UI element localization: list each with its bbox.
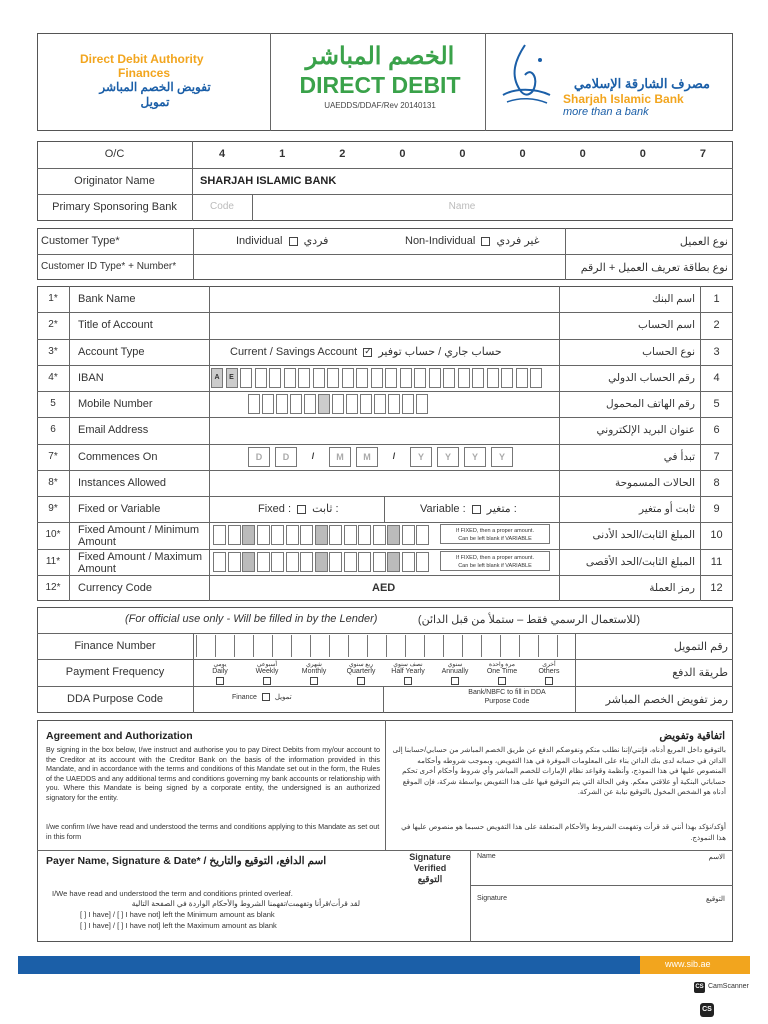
amount-cell[interactable]: [358, 552, 371, 572]
sponsor-code-field[interactable]: Code: [210, 201, 234, 212]
row-number: 12: [710, 581, 723, 594]
finance-cell-divider: [253, 635, 254, 657]
finance-cell-divider: [310, 635, 311, 657]
payment-frequency-ar: طريقة الدفع: [672, 667, 728, 679]
row-label-en: Account Type: [78, 345, 145, 358]
frequency-label-en: Weekly: [255, 668, 279, 675]
purpose-finance-option[interactable]: [232, 693, 292, 701]
row-number: 8: [713, 476, 720, 489]
finance-cell-divider: [234, 635, 235, 657]
payer-signature-en: Payer Name, Signature & Date* /: [46, 855, 207, 867]
amount-cell[interactable]: [213, 525, 226, 545]
payer-signature-ar: اسم الدافع، التوقيع والتاريخ: [209, 855, 327, 867]
iban-cell[interactable]: A: [211, 368, 223, 388]
fixed-label-ar: ثابت :: [312, 503, 339, 515]
mobile-cell[interactable]: [360, 394, 372, 414]
max-amount-note-line2: Can be left blank if VARIABLE: [458, 563, 532, 569]
amount-cell[interactable]: [329, 525, 342, 545]
row-label-en: Currency Code: [78, 581, 152, 594]
amount-cell[interactable]: [373, 525, 386, 545]
variable-label-ar: متغير :: [486, 503, 517, 515]
purpose-finance-en: Finance: [232, 694, 257, 701]
frequency-checkbox[interactable]: [216, 677, 224, 685]
signature-verified-line2: Verified: [413, 863, 447, 873]
frequency-checkbox[interactable]: [263, 677, 271, 685]
frequency-checkbox[interactable]: [545, 677, 553, 685]
agreement-body-en: By signing in the box below, I/we instruct and authorise you to pay Direct Debits from my/our account to the Creditor at its account with the Creditor Bank on the basis of the information provided in this Mandate, and in accordance with the terms and conditions of this Mandate set out in the form, the Rules of the UAEDDS and any additional terms and conditions governing my bank accounts or relationship with you. Where this Mandate is being signed by a corporate entity, the undersigned is an authorized signatory for the entity.: [46, 745, 381, 802]
iban-cell[interactable]: [313, 368, 325, 388]
iban-cell[interactable]: [298, 368, 310, 388]
finance-cell-divider: [291, 635, 292, 657]
individual-label: Individual: [236, 235, 283, 247]
date-cell[interactable]: D: [248, 447, 270, 467]
row-label-ar: تبدأ في: [663, 450, 695, 463]
row-label-en: Mobile Number: [78, 398, 153, 410]
customer-id-ar: نوع بطاقة تعريف العميل + الرقم: [580, 262, 728, 274]
sig-signature-label: Signature: [477, 895, 507, 902]
fixed-label: Fixed :: [258, 503, 292, 515]
oc-digit: 2: [339, 148, 346, 160]
frequency-label-ar: نصف سنوي: [393, 662, 423, 668]
nonindividual-checkbox[interactable]: [481, 237, 490, 246]
iban-cell[interactable]: [429, 368, 441, 388]
amount-cell[interactable]: [329, 552, 342, 572]
finance-cell-divider: [367, 635, 368, 657]
form-subtitle-ar: تمويل: [140, 95, 170, 109]
row-label-en: IBAN: [78, 371, 104, 384]
row-label-ar: رقم الهاتف المحمول: [606, 398, 695, 410]
max-amount-note-line1: If FIXED, then a proper amount.: [456, 555, 534, 561]
iban-cell[interactable]: [530, 368, 542, 388]
row-divider: [37, 496, 733, 497]
minimum-blank-line[interactable]: [ ] I have] / [ ] I have not] left the Minimum amount as blank: [80, 910, 275, 919]
amount-cell[interactable]: [373, 552, 386, 572]
agreement-confirm-ar: أؤكد/نؤكد بهذا أنني قد قرأت وتفهمت الشروط والأحكام المتعلقة على هذا التفويض حسبما هو منصوص عليها في هذا النموذج.: [401, 822, 726, 842]
mobile-cell[interactable]: [374, 394, 386, 414]
amount-cell[interactable]: [315, 552, 328, 572]
date-cell[interactable]: Y: [410, 447, 432, 467]
sponsor-name-field[interactable]: Name: [448, 201, 476, 212]
account-type-value: [230, 345, 502, 358]
nonindividual-label-ar: غير فردي: [496, 235, 540, 247]
iban-cell[interactable]: [371, 368, 383, 388]
payer-signature-label: [46, 855, 326, 867]
iban-cell[interactable]: [414, 368, 426, 388]
row-mark: 10*: [45, 529, 61, 541]
finance-cell-divider: [272, 635, 273, 657]
finance-cell-divider: [196, 635, 197, 657]
row-label-en: Title of Account: [78, 319, 153, 332]
row-label-ar: الحالات المسموحة: [614, 476, 695, 489]
variable-label: Variable :: [420, 503, 466, 515]
amount-cell[interactable]: [402, 552, 415, 572]
row-label-en: Fixed Amount / Minimum Amount: [78, 524, 200, 549]
camscanner-icon: [694, 982, 705, 993]
finance-cell-divider: [424, 635, 425, 657]
row-mark: 8*: [48, 476, 58, 488]
mobile-cell[interactable]: [346, 394, 358, 414]
individual-checkbox[interactable]: [289, 237, 298, 246]
nonindividual-label: Non-Individual: [405, 235, 476, 247]
oc-label: O/C: [104, 148, 125, 160]
date-cell[interactable]: D: [275, 447, 297, 467]
mobile-cell[interactable]: [304, 394, 316, 414]
finance-cell-divider: [538, 635, 539, 657]
finance-cell-divider: [462, 635, 463, 657]
frequency-label-en: Others: [538, 668, 560, 675]
finance-cell-divider: [443, 635, 444, 657]
mobile-cell[interactable]: [388, 394, 400, 414]
official-use-ar: (للاستعمال الرسمي فقط – ستملأ من قبل الدائن): [417, 614, 640, 626]
originator-name-label: Originator Name: [74, 175, 155, 187]
purpose-finance-ar: تمويل: [274, 694, 292, 701]
oc-digit: 4: [218, 148, 226, 160]
mobile-cell[interactable]: [402, 394, 414, 414]
row-number: 7: [713, 450, 720, 463]
row-mark: 6: [50, 424, 56, 436]
originator-name-value: SHARJAH ISLAMIC BANK: [200, 175, 337, 187]
frequency-label-en: Monthly: [301, 668, 327, 675]
finance-cell-divider: [557, 635, 558, 657]
sig-signature-ar: التوقيع: [706, 896, 725, 903]
date-separator: /: [392, 450, 396, 461]
finance-cell-divider: [215, 635, 216, 657]
finance-cell-divider: [405, 635, 406, 657]
row-label-ar: اسم البنك: [652, 293, 695, 305]
iban-cell[interactable]: [255, 368, 267, 388]
oc-digit: 0: [459, 148, 466, 160]
purpose-finance-checkbox[interactable]: [262, 693, 270, 701]
row-label-en: Fixed or Variable: [78, 503, 161, 515]
direct-debit-logo-ar: الخصم المباشر: [305, 43, 455, 70]
amount-cell[interactable]: [271, 552, 284, 572]
oc-digit: 0: [519, 148, 526, 160]
finance-cell-divider: [329, 635, 330, 657]
agreement-body-ar: بالتوقيع داخل المربع أدناه، فإنني/إننا نطلب منكم ونفوضكم الدفع عن طريق الخصم المباشر من حسابي/حسابنا إلى الدائن في حسابه لدى بنك الدائن بناء على المعلومات الموفرة في هذا التفويض، وبموجب شروطه وأحكامه المنصوص عليها في هذا النموذج، وأنظمة وقواعد نظام الإمارات للخصم المباشر وأي شروط وأحكام أخرى تحكم حساباتي البنكية أو علاقتي معكم. وفي الحالة التي يتم التوقيع فيها على هذا التفويض بواسطة شركة، فإن الموقع أدناه هو الشخص المخول بالتوقيع نيابة عن الشركة.: [392, 745, 726, 796]
individual-option[interactable]: [236, 234, 328, 247]
frequency-checkbox[interactable]: [357, 677, 365, 685]
read-understood-ar: لقد قرأت/قرأنا وتفهمت/تفهمنا الشروط والأحكام الواردة في الصفحة التالية: [131, 899, 360, 908]
sponsor-label: Primary Sponsoring Bank: [52, 201, 177, 213]
row-label-en: Instances Allowed: [78, 476, 167, 489]
row-number: 2: [713, 319, 720, 332]
purpose-note-line1: Bank/NBFC to fill in DDA: [468, 689, 546, 696]
purpose-code-label: DDA Purpose Code: [67, 693, 163, 705]
row-mark: 5: [50, 398, 56, 409]
customer-type-ar: نوع العميل: [679, 236, 728, 248]
signature-verified: [400, 852, 460, 885]
iban-cell[interactable]: E: [226, 368, 238, 388]
amount-cell[interactable]: [242, 525, 255, 545]
row-divider: [37, 339, 733, 340]
row-label-ar: رمز العملة: [649, 581, 695, 594]
amount-cell[interactable]: [213, 552, 226, 572]
amount-cell[interactable]: [286, 525, 299, 545]
iban-cell[interactable]: [516, 368, 528, 388]
camscanner-label: CamScanner: [708, 983, 749, 990]
agreement-title-ar: اتفاقية وتفويض: [659, 730, 725, 742]
camscanner-icon-text: CS: [695, 984, 704, 990]
min-amount-note-line2: Can be left blank if VARIABLE: [458, 536, 532, 542]
row-number: 1: [713, 293, 720, 305]
variable-checkbox[interactable]: [472, 505, 481, 514]
date-cell[interactable]: M: [329, 447, 351, 467]
iban-cell[interactable]: [458, 368, 470, 388]
amount-cell[interactable]: [228, 525, 241, 545]
oc-digit: 0: [639, 148, 646, 160]
official-use-en: (For official use only - Will be filled in by the Lender): [125, 613, 378, 625]
row-label-en: Bank Name: [78, 293, 136, 305]
row-number: 4: [713, 371, 720, 384]
row-label-ar: المبلغ الثابت/الحد الأدنى: [592, 529, 695, 542]
date-cell[interactable]: Y: [437, 447, 459, 467]
iban-cell[interactable]: [385, 368, 397, 388]
date-cell[interactable]: M: [356, 447, 378, 467]
max-amount-note: [440, 551, 550, 571]
amount-cell[interactable]: [402, 525, 415, 545]
frequency-label-ar: يومي: [213, 662, 227, 668]
row-label-ar: المبلغ الثابت/الحد الأقصى: [585, 555, 695, 568]
iban-cell[interactable]: [501, 368, 513, 388]
row-divider: [37, 391, 733, 392]
amount-cell[interactable]: [257, 525, 270, 545]
frequency-label-ar: أسبوعي: [256, 662, 278, 668]
fixed-checkbox[interactable]: [297, 505, 306, 514]
row-mark: 1*: [48, 293, 58, 304]
mobile-cell[interactable]: [248, 394, 260, 414]
finance-number-label: Finance Number: [74, 640, 156, 652]
date-separator: /: [311, 450, 315, 461]
min-amount-note-line1: If FIXED, then a proper amount.: [456, 528, 534, 534]
individual-label-ar: فردي: [303, 235, 329, 247]
row-divider: [37, 549, 733, 550]
iban-cell[interactable]: [487, 368, 499, 388]
finance-cell-divider: [519, 635, 520, 657]
row-label-en: Commences On: [78, 450, 158, 463]
signature-verified-ar: التوقيع: [417, 874, 443, 884]
maximum-blank-line[interactable]: [ ] I have] / [ ] I have not] left the Maximum amount as blank: [80, 921, 277, 930]
row-mark: 2*: [48, 319, 58, 331]
row-label-ar: ثابت أو متغير: [639, 503, 695, 515]
amount-cell[interactable]: [271, 525, 284, 545]
frequency-label-en: Annually: [441, 668, 469, 675]
amount-cell[interactable]: [387, 552, 400, 572]
row-mark: 12*: [45, 581, 61, 593]
row-mark: 4*: [48, 371, 58, 383]
footer-url[interactable]: www.sib.ae: [665, 959, 711, 969]
account-type-en: Current / Savings Account: [230, 346, 358, 358]
date-cell[interactable]: Y: [464, 447, 486, 467]
nonindividual-option[interactable]: [405, 234, 540, 247]
oc-digit: 7: [699, 148, 706, 160]
iban-cell[interactable]: [443, 368, 455, 388]
row-label-ar: اسم الحساب: [638, 319, 695, 332]
iban-cell[interactable]: [356, 368, 368, 388]
camscanner-badge-icon: [700, 1003, 714, 1017]
min-amount-note: [440, 524, 550, 544]
row-divider: [37, 522, 733, 523]
row-mark: 9*: [48, 503, 58, 514]
direct-debit-logo-en: DIRECT DEBIT: [299, 72, 461, 98]
row-mark: 3*: [48, 345, 58, 357]
iban-cell[interactable]: [284, 368, 296, 388]
iban-cell[interactable]: [327, 368, 339, 388]
account-type-ar: حساب جاري / حساب توفير: [378, 346, 502, 358]
row-label-ar: رقم الحساب الدولي: [608, 371, 695, 384]
mobile-cell[interactable]: [416, 394, 428, 414]
frequency-checkbox[interactable]: [498, 677, 506, 685]
bank-tagline: more than a bank: [563, 106, 649, 118]
mobile-cell[interactable]: [276, 394, 288, 414]
amount-cell[interactable]: [358, 525, 371, 545]
header-divider: [485, 33, 486, 131]
frequency-label-ar: سنوي: [447, 662, 463, 668]
read-understood-en: I/We have read and understood the term and conditions printed overleaf.: [52, 889, 293, 898]
row-label-en: Fixed Amount / Maximum Amount: [78, 550, 203, 575]
row-label-en: Email Address: [78, 424, 149, 437]
fixed-option[interactable]: [258, 502, 339, 515]
date-cell[interactable]: Y: [491, 447, 513, 467]
frequency-label-en: One Time: [486, 668, 518, 675]
frequency-label-en: Half Yearly: [391, 668, 425, 675]
row-number: 10: [710, 529, 723, 542]
frequency-label-ar: شهري: [306, 662, 322, 668]
iban-cell[interactable]: [269, 368, 281, 388]
amount-cell[interactable]: [300, 552, 313, 572]
sib-emblem-icon: [495, 40, 555, 110]
row-mark: 7*: [48, 450, 58, 462]
mobile-cell[interactable]: [332, 394, 344, 414]
finance-cell-divider: [386, 635, 387, 657]
frequency-label-en: Quarterly: [346, 668, 376, 675]
camscanner-badge-text: CS: [702, 1006, 712, 1013]
bank-name-en: Sharjah Islamic Bank: [563, 92, 684, 106]
amount-cell[interactable]: [315, 525, 328, 545]
iban-cell[interactable]: [240, 368, 252, 388]
finance-cell-divider: [500, 635, 501, 657]
finance-cell-divider: [481, 635, 482, 657]
customer-id-label: Customer ID Type* + Number*: [41, 261, 177, 272]
header-divider: [270, 33, 271, 131]
oc-digit: 0: [399, 148, 406, 160]
mobile-cell[interactable]: [290, 394, 302, 414]
agreement-confirm-en: I/we confirm I/we have read and understood the terms and conditions applying to this Mandate as set out in this form: [46, 822, 380, 841]
form-code: UAEDDS/DDAF/Rev 20140131: [324, 101, 436, 110]
sig-name-label: Name: [477, 853, 496, 860]
finance-number-ar: رقم التمويل: [673, 641, 728, 653]
row-divider: [37, 444, 733, 445]
payment-frequency-label: Payment Frequency: [65, 666, 165, 678]
row-divider: [37, 365, 733, 366]
frequency-checkbox[interactable]: [451, 677, 459, 685]
iban-cell[interactable]: [400, 368, 412, 388]
purpose-note-line2: Purpose Code: [484, 698, 530, 705]
account-type-checkbox[interactable]: ✓: [364, 345, 372, 356]
purpose-note: [447, 688, 567, 706]
row-divider: [37, 575, 733, 576]
row-divider: [37, 470, 733, 471]
sig-name-ar: الاسم: [708, 854, 725, 861]
frequency-checkbox[interactable]: [404, 677, 412, 685]
frequency-label-ar: أخرى: [542, 662, 556, 668]
row-number: 5: [713, 398, 720, 410]
form-title-ar: تفويض الخصم المباشر: [99, 80, 211, 94]
finance-cell-divider: [348, 635, 349, 657]
amount-cell[interactable]: [257, 552, 270, 572]
amount-cell[interactable]: [416, 552, 429, 572]
oc-digit: 1: [279, 148, 286, 160]
frequency-checkbox[interactable]: [310, 677, 318, 685]
row-number: 11: [710, 555, 723, 568]
frequency-label-ar: ربع سنوي: [348, 662, 374, 668]
form-title-en: Direct Debit Authority: [80, 52, 204, 66]
amount-cell[interactable]: [242, 552, 255, 572]
frequency-label-ar: مرة واحدة: [489, 662, 515, 668]
mobile-cell[interactable]: [262, 394, 274, 414]
row-divider: [37, 312, 733, 313]
iban-cell[interactable]: [342, 368, 354, 388]
bank-name-ar: مصرف الشارقة الإسلامي: [573, 76, 710, 91]
amount-cell[interactable]: [228, 552, 241, 572]
purpose-code-ar: رمز تفويض الخصم المباشر: [605, 694, 728, 706]
agreement-title-en: Agreement and Authorization: [46, 730, 193, 742]
row-number: 9: [713, 503, 720, 515]
amount-cell[interactable]: [387, 525, 400, 545]
customer-type-label: Customer Type*: [41, 235, 120, 247]
amount-cell[interactable]: [300, 525, 313, 545]
row-mark: 11*: [45, 555, 61, 567]
row-number: 6: [713, 424, 720, 437]
currency-value: AED: [372, 582, 396, 594]
oc-digit: 0: [579, 148, 586, 160]
row-label-ar: نوع الحساب: [642, 345, 695, 358]
row-divider: [37, 417, 733, 418]
amount-cell[interactable]: [286, 552, 299, 572]
form-subtitle-en: Finances: [118, 66, 171, 80]
mobile-cell[interactable]: [318, 394, 330, 414]
amount-cell[interactable]: [344, 552, 357, 572]
amount-cell[interactable]: [416, 525, 429, 545]
signature-verified-line1: Signature: [409, 852, 451, 862]
iban-cell[interactable]: [472, 368, 484, 388]
frequency-label-en: Daily: [212, 668, 228, 675]
row-label-ar: عنوان البريد الإلكتروني: [596, 424, 695, 437]
variable-option[interactable]: [420, 502, 517, 515]
row-number: 3: [713, 345, 720, 358]
amount-cell[interactable]: [344, 525, 357, 545]
